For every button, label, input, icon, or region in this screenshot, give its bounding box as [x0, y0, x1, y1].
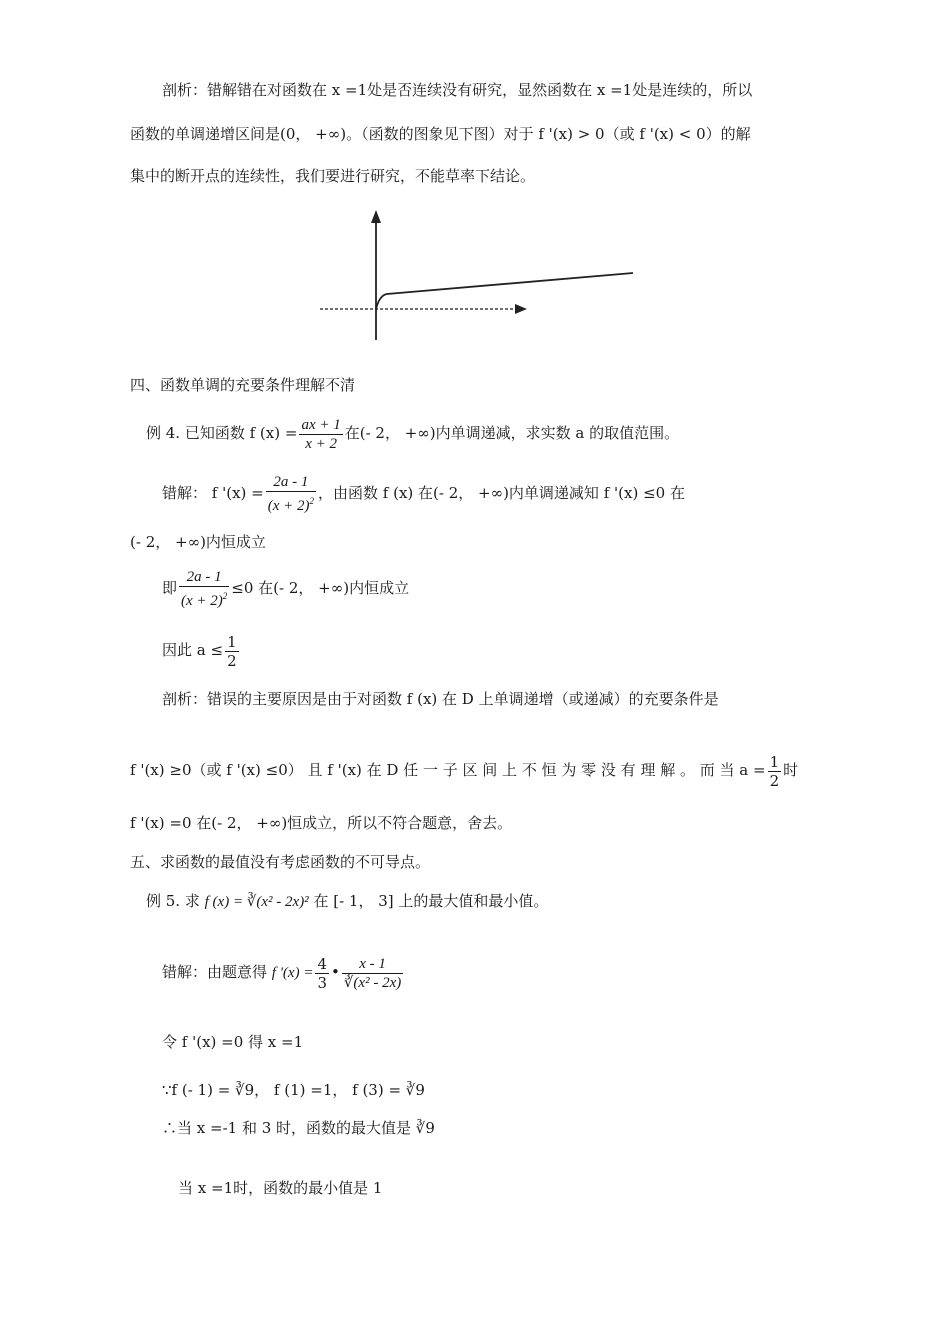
analysis4-line3: f '(x) =0 在(- 2， +∞)恒成立，所以不符合题意，舍去。 — [130, 814, 513, 832]
wrong4-prefix: 错解： f '(x) = — [162, 484, 264, 502]
wrong5-frac-den: ∛(x² - 2x) — [343, 974, 402, 991]
example5 — [146, 888, 548, 915]
wrong5-dot: • — [331, 963, 340, 981]
analysis4-line2 — [130, 748, 798, 792]
wrong5-coef-num: 4 — [317, 954, 327, 973]
wrong5-fraction — [342, 955, 403, 992]
wrong5-frac-num: x - 1 — [342, 955, 403, 974]
wrong4-l4-prefix: 因此 a ≤ — [162, 641, 224, 659]
section5-title: 五、求函数的最值没有考虑函数的不可导点。 — [130, 853, 431, 871]
wrong4-l3-den: (x + 2) — [181, 593, 223, 609]
wrong4-l3-fraction — [179, 568, 229, 610]
wrong4-l3-suffix: ≤0 在(- 2， +∞)内恒成立 — [231, 579, 410, 597]
analysis4-line1: 剖析：错误的主要原因是由于对函数 f (x) 在 D 上单调递增（或递减）的充要条件是 — [162, 690, 719, 708]
wrong5-line4: ∴当 x =-1 和 3 时，函数的最大值是 ∛9 — [162, 1119, 435, 1137]
analysis4-l2-den: 2 — [769, 771, 780, 790]
wrong5-coef-fraction — [315, 955, 329, 992]
function-graph — [315, 205, 655, 345]
y-axis-arrow — [371, 210, 381, 223]
wrong5-line1 — [162, 950, 405, 995]
example5-prefix: 例 5. 求 — [146, 892, 200, 910]
example4-frac-den: x + 2 — [305, 435, 337, 452]
wrong4-line4 — [162, 628, 241, 672]
example5-function: f (x) = ∛(x² - 2x)² — [204, 894, 309, 910]
wrong4-l4-num: 1 — [227, 632, 237, 651]
wrong5-line3: ∵f (- 1) = ∛9， f (1) =1， f (3) = ∛9 — [162, 1081, 425, 1099]
analysis4-l2-num: 1 — [769, 752, 780, 771]
example4 — [146, 413, 679, 453]
example5-suffix: 在 [- 1， 3] 上的最大值和最小值。 — [313, 892, 549, 910]
wrong5-line2: 令 f '(x) =0 得 x =1 — [162, 1033, 304, 1051]
para1-line2: 函数的单调递增区间是(0， +∞)。（函数的图象见下图）对于 f '(x) > 0（或 f '(x) < 0）的解 — [130, 125, 751, 143]
wrong4-frac-den: (x + 2) — [267, 498, 310, 514]
example4-prefix: 例 4. 已知函数 f (x) = — [146, 424, 298, 442]
analysis4-l2-suffix: 时 — [783, 761, 799, 779]
wrong4-den-exp: 2 — [309, 496, 314, 506]
wrong5-line5: 当 x =1时，函数的最小值是 1 — [178, 1179, 383, 1197]
wrong4-l3-den-exp: 2 — [222, 591, 228, 601]
wrong5-coef-den: 3 — [317, 973, 327, 992]
example4-frac-num: ax + 1 — [301, 416, 341, 433]
analysis4-l2-fraction — [768, 753, 782, 790]
wrong4-fraction — [266, 473, 316, 515]
example4-suffix: 在(- 2， +∞)内单调递减，求实数 a 的取值范围。 — [344, 424, 680, 442]
wrong5-derivative: f '(x) = — [271, 965, 314, 981]
wrong4-l4-den: 2 — [227, 651, 237, 670]
wrong4-suffix: ，由函数 f (x) 在(- 2， +∞)内单调递减知 f '(x) ≤0 在 — [318, 484, 685, 502]
wrong4-line2: (- 2， +∞)内恒成立 — [130, 533, 266, 551]
wrong4-frac-num: 2a - 1 — [266, 473, 316, 492]
para1-line1: 剖析：错解错在对函数在 x =1处是否连续没有研究，显然函数在 x =1处是连续的，所以 — [162, 81, 753, 99]
wrong5-prefix: 错解：由题意得 — [162, 963, 268, 981]
section4-title: 四、函数单调的充要条件理解不清 — [130, 376, 356, 394]
wrong4-line1 — [162, 471, 685, 515]
para1-line3: 集中的断开点的连续性，我们要进行研究，不能草率下结论。 — [130, 167, 536, 185]
x-axis-arrow — [515, 304, 527, 314]
analysis4-l2-prefix: f '(x) ≥0（或 f '(x) ≤0） 且 f '(x) 在 D 任 一 子 区 间 上 不 恒 为 零 没 有 理 解 。 而 当 a = — [130, 761, 766, 779]
wrong4-l3-prefix: 即 — [162, 579, 178, 597]
wrong4-l4-fraction — [225, 633, 239, 670]
example4-fraction — [299, 416, 342, 453]
wrong4-l3-num: 2a - 1 — [179, 568, 229, 587]
wrong4-line3 — [162, 566, 409, 610]
graph-curve — [376, 273, 633, 309]
